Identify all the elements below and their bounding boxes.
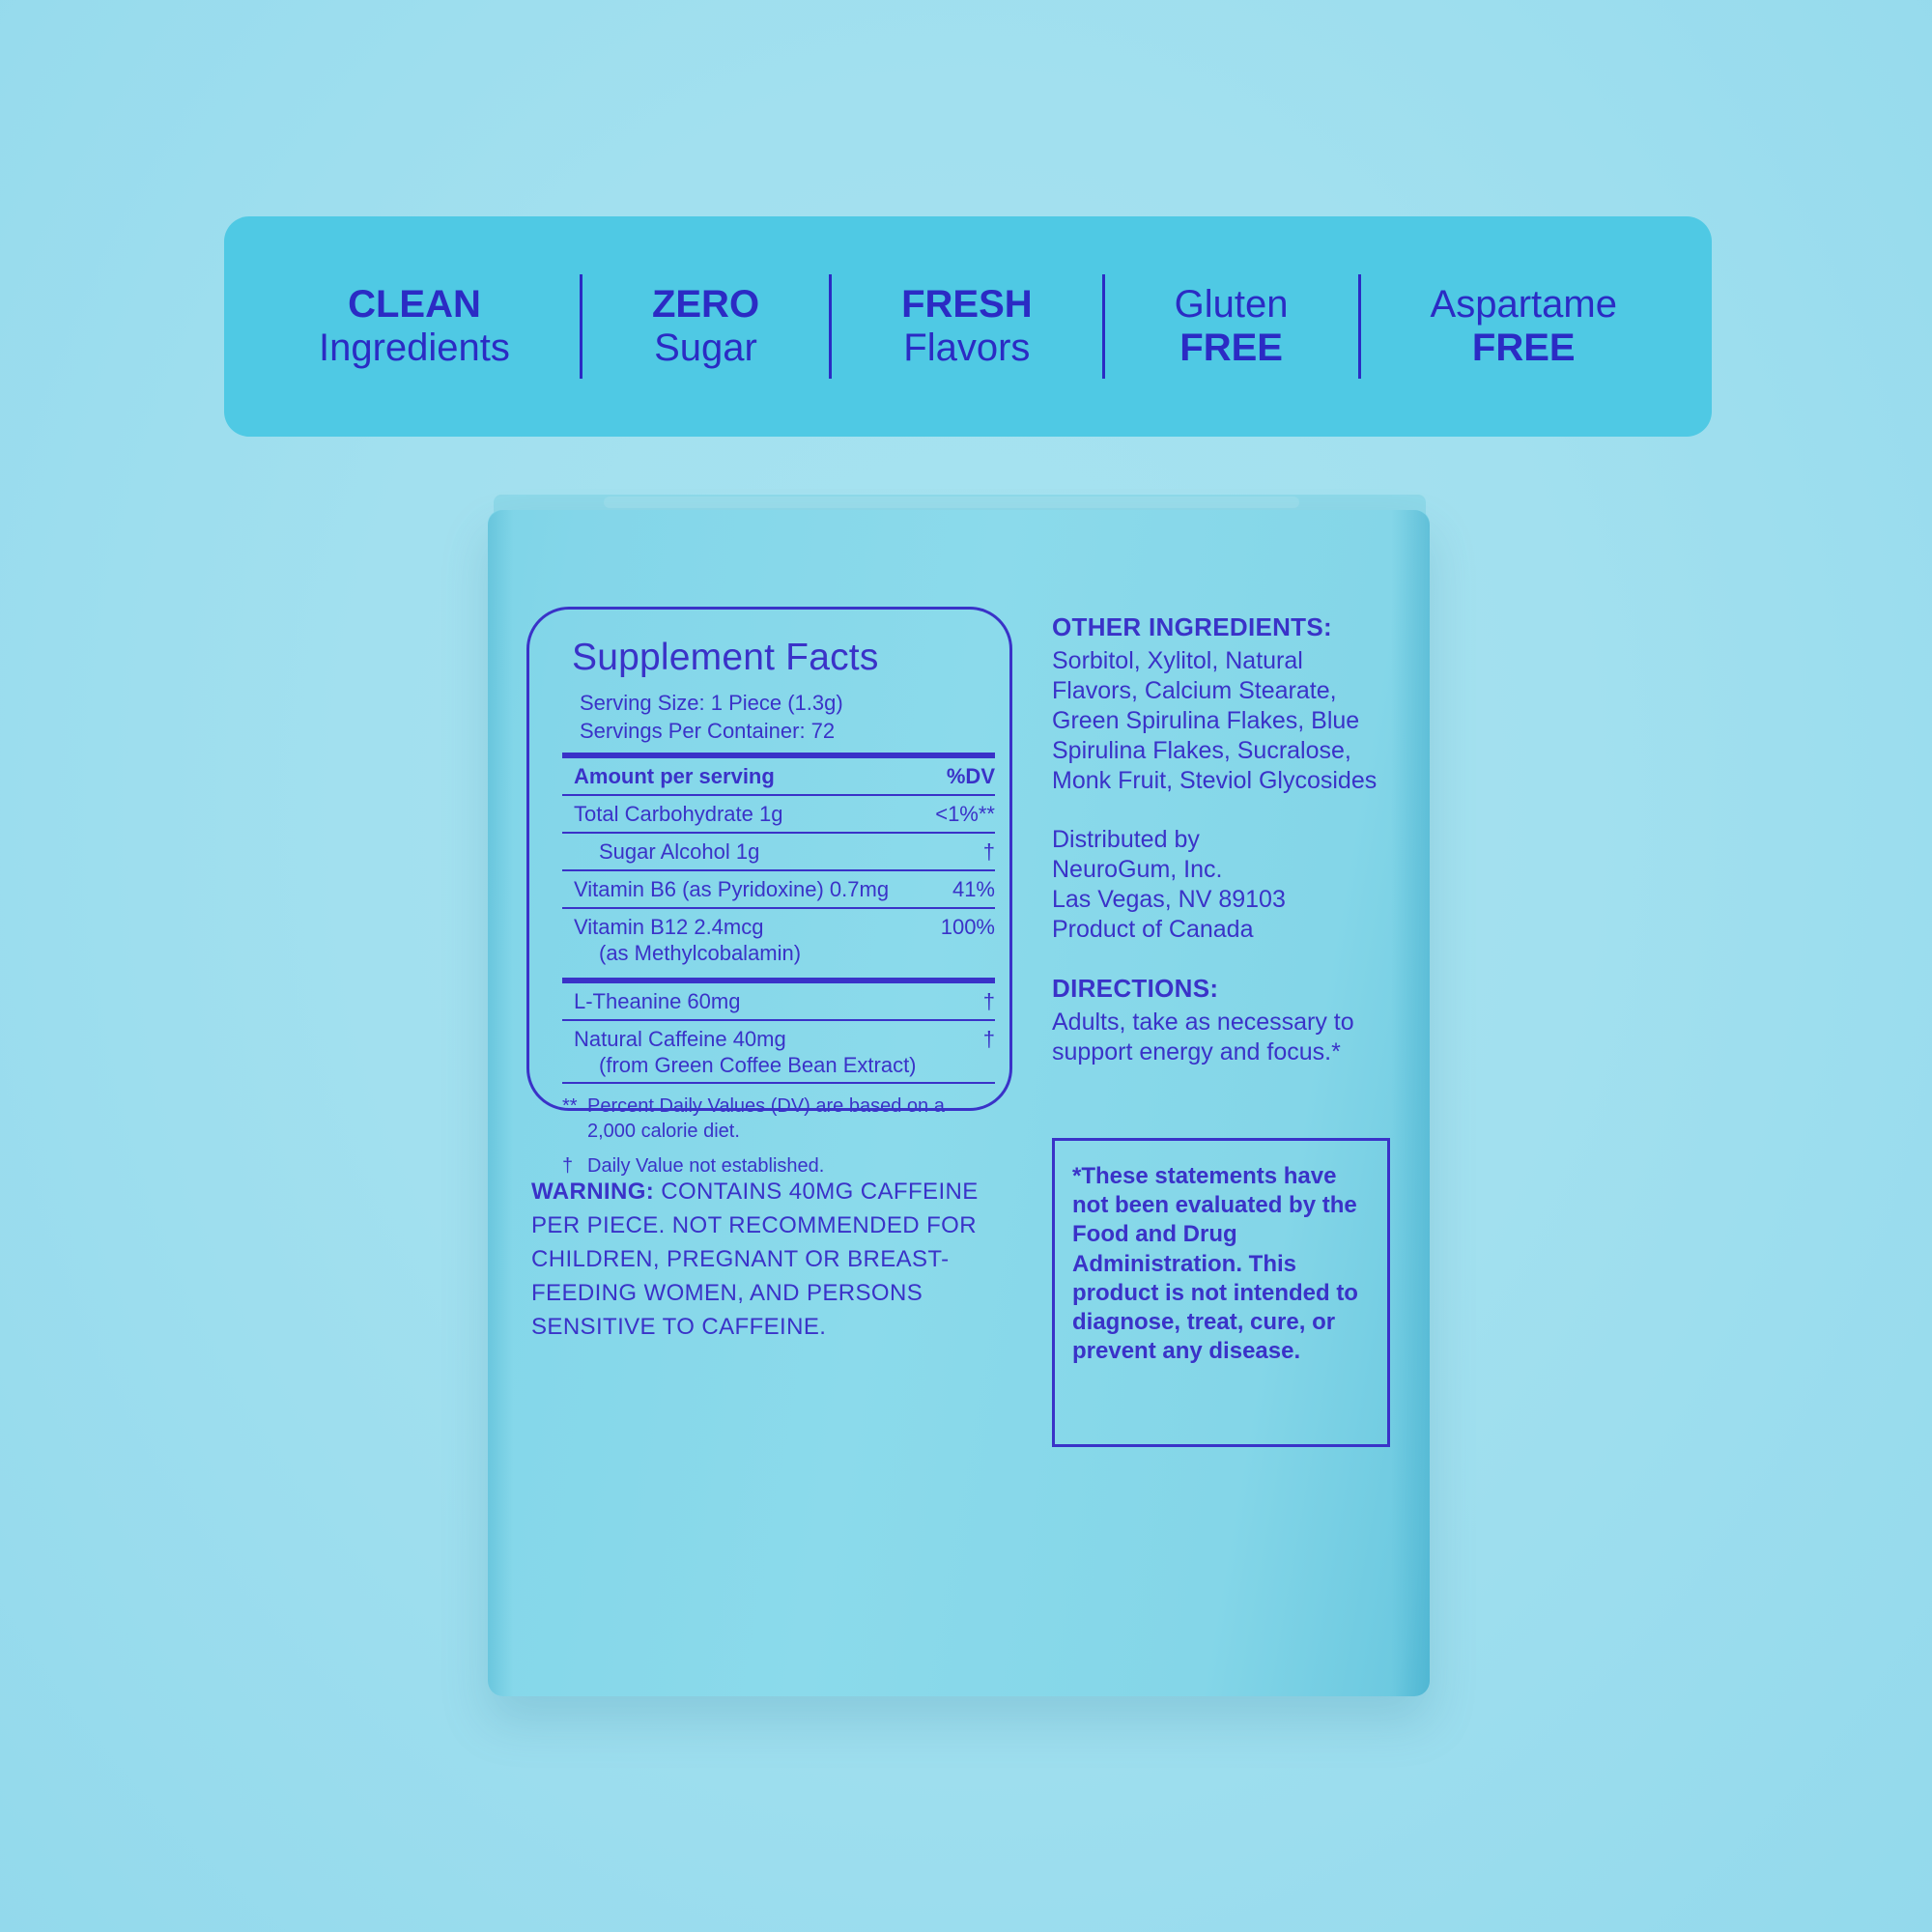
nutrient-value: † <box>982 989 995 1014</box>
directions-text: Adults, take as necessary to support energy and focus.* <box>1052 1009 1354 1065</box>
table-row <box>562 983 995 1019</box>
nutrient-label: Natural Caffeine 40mg <box>574 1027 786 1052</box>
product-box <box>488 495 1435 1702</box>
feature-banner <box>224 216 1712 437</box>
nutrient-label: Total Carbohydrate 1g <box>574 802 783 827</box>
banner-item-aspartame-free <box>1361 283 1687 370</box>
distributor-line1: Distributed by <box>1052 826 1200 853</box>
table-row <box>562 1021 995 1057</box>
directions-heading: DIRECTIONS: <box>1052 974 1219 1003</box>
nutrient-label: Vitamin B12 2.4mcg <box>574 915 764 940</box>
footnote-text: Percent Daily Values (DV) are based on a 2,000 calorie diet. <box>587 1095 945 1143</box>
supplement-facts-panel <box>526 607 1012 1178</box>
table-row <box>562 796 995 832</box>
footnote-marker: ** <box>562 1095 578 1118</box>
nutrient-value: <1%** <box>935 802 995 827</box>
nutrient-label: Vitamin B6 (as Pyridoxine) 0.7mg <box>574 877 890 902</box>
table-row <box>562 871 995 907</box>
supplement-rule-thin <box>562 1082 995 1084</box>
vitamin-b12-source: (as Methylcobalamin) <box>599 941 802 966</box>
distributor-line4: Product of Canada <box>1052 916 1254 943</box>
warning-text: CONTAINS 40MG CAFFEINE PER PIECE. NOT RECOMMENDED FOR CHILDREN, PREGNANT OR BREAST-FEEDING WOMEN, AND PERSONS SENSITIVE TO CAFFEINE. <box>531 1179 979 1341</box>
fda-disclaimer-text: *These statements have not been evaluated by the Food and Drug Administration. This product is not intended to diagnose, treat, cure, or prevent any disease. <box>1072 1163 1358 1365</box>
nutrient-label: L-Theanine 60mg <box>574 989 741 1014</box>
banner-item-gluten-free-line1: Gluten <box>1174 283 1289 327</box>
percent-dv-label: %DV <box>946 764 995 789</box>
banner-item-aspartame-free-line2: FREE <box>1471 327 1576 369</box>
nutrient-value: 100% <box>940 915 995 940</box>
box-back-panel <box>488 510 1430 1696</box>
nutrient-value: † <box>982 839 995 865</box>
nutrient-value: 41% <box>952 877 995 902</box>
footnote-daily-value <box>562 1094 986 1144</box>
distributor-line2: NeuroGum, Inc. <box>1052 856 1223 883</box>
banner-item-clean-line1: CLEAN <box>348 283 481 327</box>
spacer <box>1052 945 1390 974</box>
banner-item-zero <box>582 283 829 370</box>
servings-per-container: Servings Per Container: 72 <box>580 719 836 744</box>
caffeine-source: (from Green Coffee Bean Extract) <box>599 1053 917 1078</box>
serving-size: Serving Size: 1 Piece (1.3g) <box>580 691 843 715</box>
nutrient-value: † <box>982 1027 995 1052</box>
banner-item-zero-line1: ZERO <box>651 283 760 327</box>
right-info-column <box>1052 612 1390 1067</box>
table-row <box>562 909 995 945</box>
box-lid-inner-flap <box>604 497 1299 508</box>
other-ingredients-heading: OTHER INGREDIENTS: <box>1052 612 1332 641</box>
banner-item-clean-line2: Ingredients <box>319 327 510 369</box>
supplement-facts-title: Supplement Facts <box>572 637 879 678</box>
banner-item-clean <box>249 283 580 370</box>
banner-item-aspartame-free-line1: Aspartame <box>1430 283 1617 327</box>
spacer <box>1052 796 1390 825</box>
banner-item-fresh <box>832 283 1102 370</box>
caffeine-warning <box>531 1175 1034 1344</box>
fda-disclaimer-box <box>1052 1138 1390 1447</box>
banner-item-fresh-line2: Flavors <box>903 327 1031 369</box>
table-row <box>562 834 995 869</box>
amount-per-serving-label: Amount per serving <box>574 764 775 789</box>
distributor-line3: Las Vegas, NV 89103 <box>1052 886 1286 913</box>
other-ingredients-text: Sorbitol, Xylitol, Natural Flavors, Calcium Stearate, Green Spirulina Flakes, Blue Spirulina Flakes, Sucralose, Monk Fruit, Steviol Glycosides <box>1052 647 1378 794</box>
banner-item-gluten-free <box>1105 283 1358 370</box>
footnote-marker: † <box>562 1155 574 1178</box>
supplement-table-header <box>562 758 995 794</box>
footnote-text: Daily Value not established. <box>587 1155 825 1178</box>
nutrient-label: Sugar Alcohol 1g <box>599 839 760 865</box>
banner-item-zero-line2: Sugar <box>654 327 757 369</box>
warning-label: WARNING: <box>531 1179 655 1205</box>
banner-item-fresh-line1: FRESH <box>901 283 1033 327</box>
banner-item-gluten-free-line2: FREE <box>1179 327 1283 369</box>
